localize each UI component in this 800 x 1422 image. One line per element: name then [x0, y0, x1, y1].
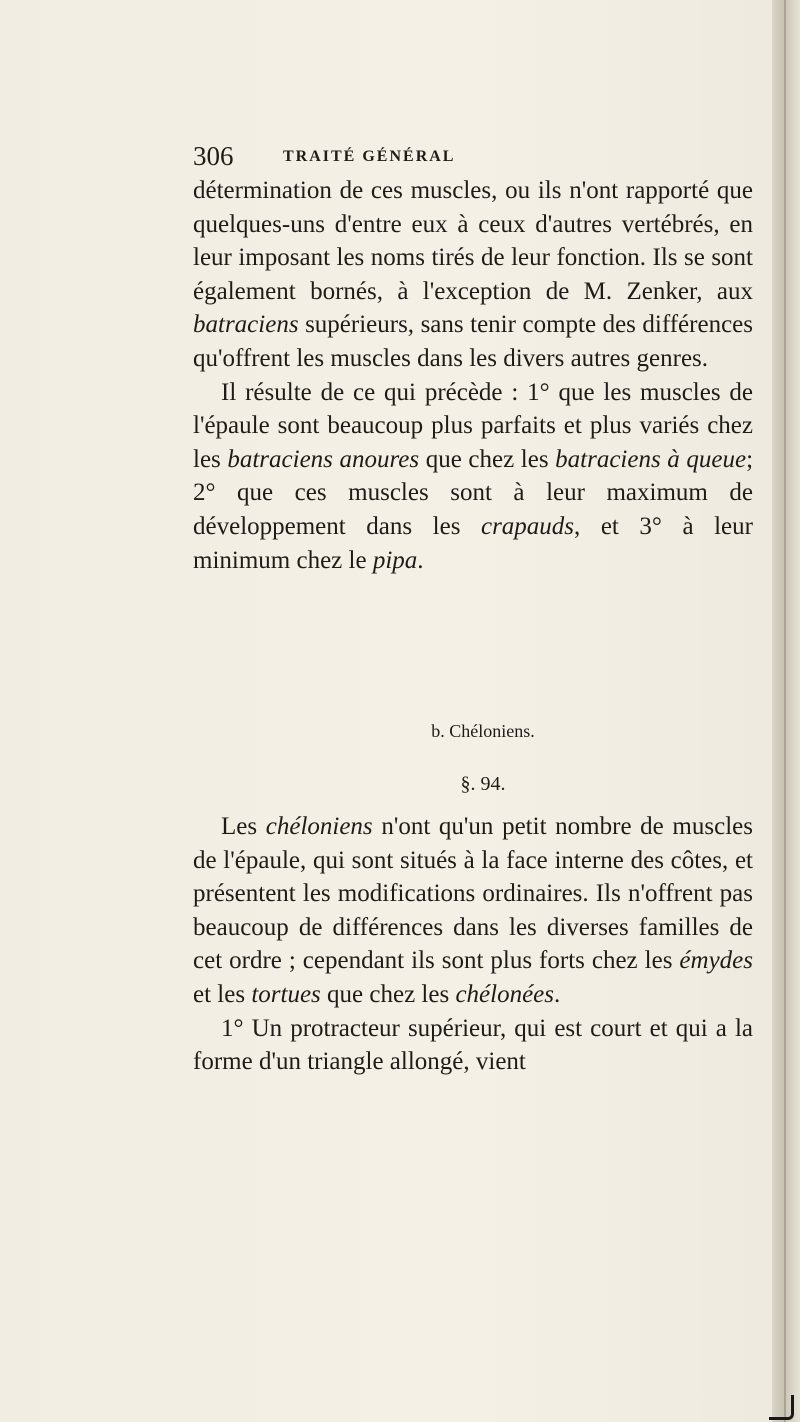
- text-run: que chez les: [320, 980, 456, 1008]
- corner-mark: [769, 1395, 794, 1420]
- text-run: et les: [193, 980, 252, 1008]
- italic-term: batraciens: [193, 311, 299, 339]
- text-run: Les: [221, 813, 266, 840]
- italic-term: crapauds: [480, 512, 575, 540]
- paragraph-continuation: [193, 174, 753, 376]
- text-block-top: [193, 174, 753, 577]
- page-number: 306: [193, 141, 234, 171]
- text-run: détermination de ces muscles, ou ils n'ont rapporté que quelques-uns d'entre eux à ceux d'autres vertébrés, en leur imposant les noms tirés de leur fonction. Ils se sont également bornés, à l'exception de M. Zenker, aux: [193, 177, 753, 305]
- italic-term: batraciens à queue: [555, 445, 747, 473]
- text-run: ; 2° que ces muscles sont à leur maximum de développement dans les: [193, 445, 754, 540]
- section-number: §. 94.: [460, 773, 506, 795]
- binding-line: [784, 0, 786, 1422]
- paragraph-protractor: [193, 1012, 753, 1079]
- text-block-bottom: [193, 810, 753, 1079]
- text-run: n'ont qu'un petit nombre de muscles de l'épaule, qui sont situés à la face interne des côtes, et présentent les modifications ordinaires. Ils n'offrent pas beaucoup de différences dans les diverses familles de cet ordre ; cependant ils sont plus forts chez les: [193, 813, 753, 975]
- italic-term: batraciens anoures: [227, 445, 420, 473]
- italic-term: pipa: [372, 546, 418, 574]
- text-run: .: [417, 546, 424, 574]
- text-run: que chez les: [419, 445, 556, 473]
- italic-term: tortues: [251, 980, 321, 1008]
- text-run: 1° Un protracteur supérieur, qui est court et qui a la forme d'un triangle allongé, vient: [193, 1014, 753, 1076]
- page-binding-edge: [772, 0, 800, 1422]
- italic-term: chélonées: [455, 980, 554, 1008]
- text-run: .: [554, 980, 561, 1008]
- text-run: , et 3° à leur minimum chez le: [193, 512, 753, 574]
- paragraph-conclusion: [193, 376, 753, 578]
- italic-term: émydes: [679, 947, 753, 975]
- page-header: [193, 141, 753, 171]
- text-run: Il résulte de ce qui précède : 1° que les muscles de l'épaule sont beaucoup plus parfaits et plus variés chez les: [193, 378, 753, 473]
- paragraph-chelonians: [193, 810, 753, 1012]
- running-title: TRAITÉ GÉNÉRAL: [283, 148, 456, 165]
- italic-term: chéloniens: [265, 813, 373, 840]
- text-run: supérieurs, sans tenir compte des différences qu'offrent les muscles dans les divers autres genres.: [193, 311, 753, 372]
- section-heading: b. Chéloniens.: [431, 721, 535, 741]
